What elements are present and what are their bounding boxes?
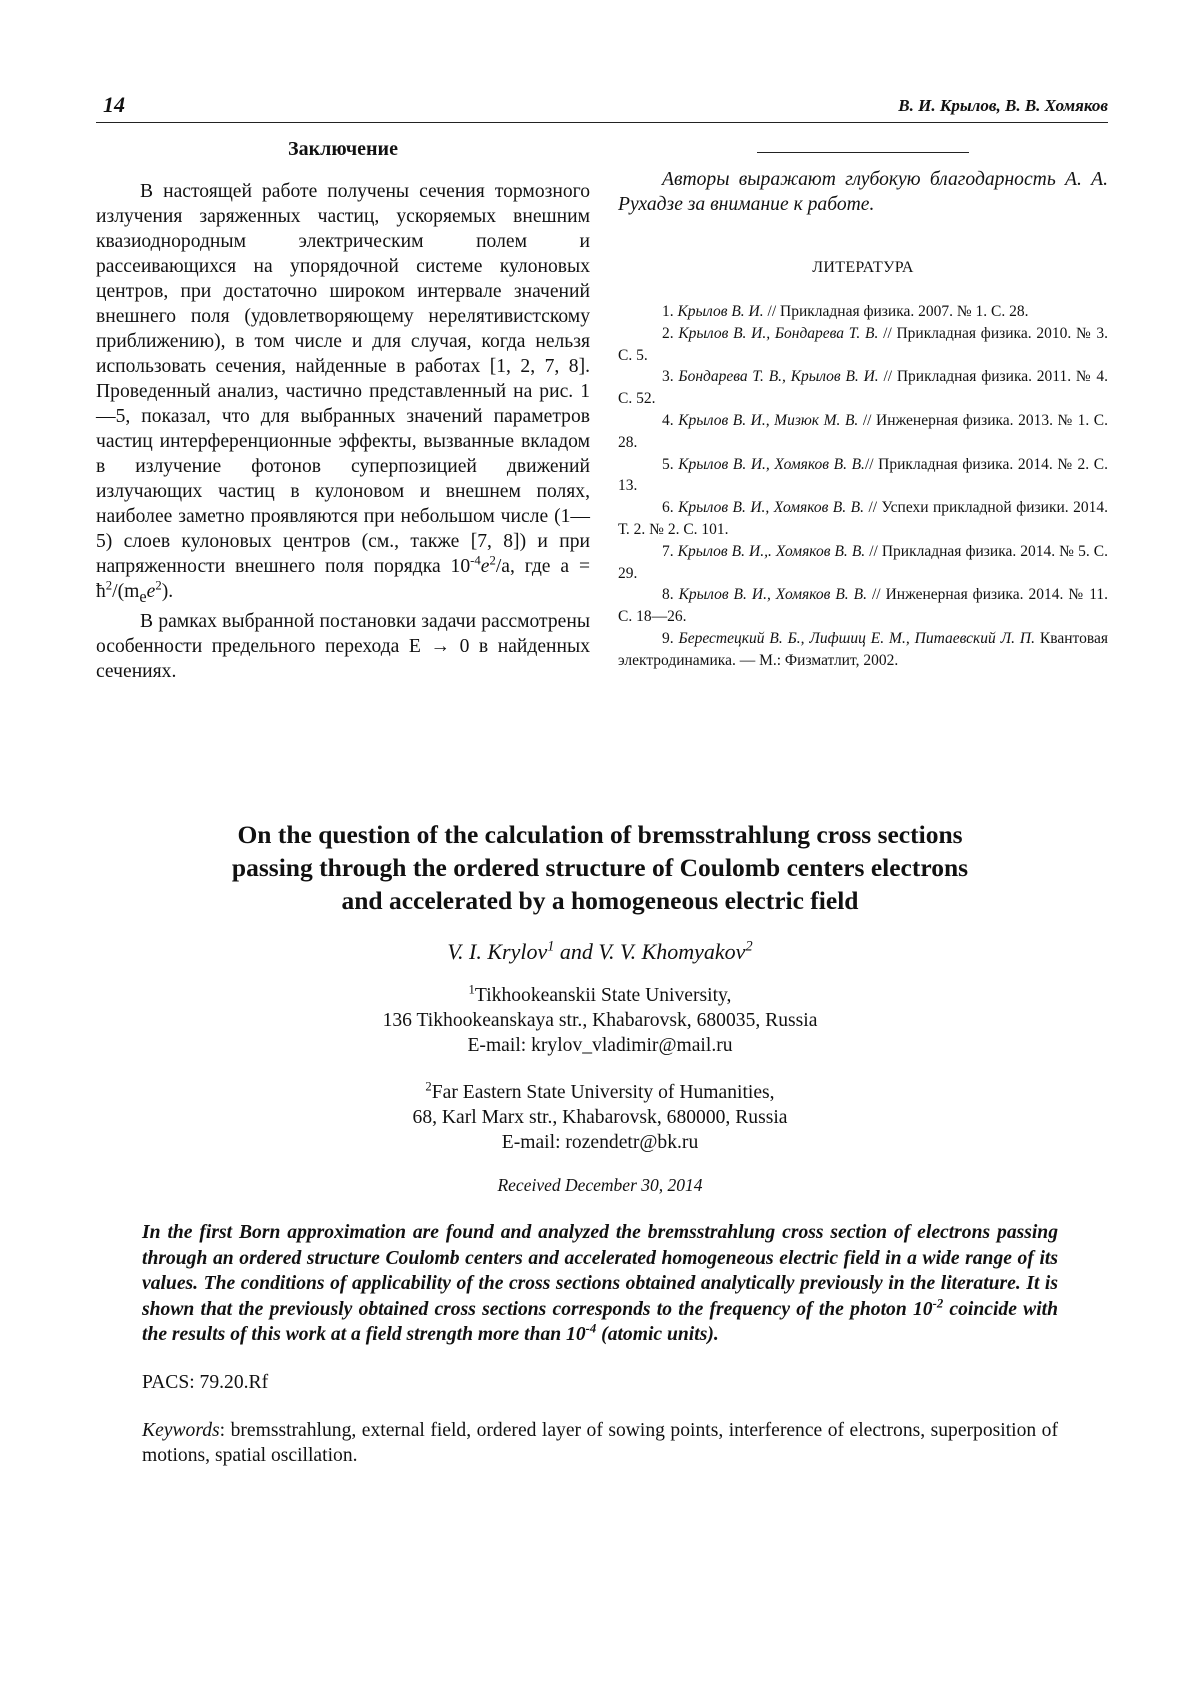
conclusion-heading: Заключение — [288, 138, 398, 160]
reference-item: 7. Крылов В. И.,. Хомяков В. В. // Прикладная физика. 2014. № 5. С. 29. — [618, 542, 1109, 582]
conclusion-paragraph-1: В настоящей работе получены сечения тормозного излучения заряженных частиц, ускоряемых внешним квазиоднородным электрическим полем и рассеивающихся на упорядочной системе кулоновых центров, при достаточно широком интервале значений внешнего поля (удовлетворяющему нерелятивистскому приближению), в том числе и для случая, когда нельзя использовать сечения, найденные в работах [1, 2, 7, 8]. Проведенный анализ, частично представленный на рис. 1—5, показал, что для выбранных значений параметров частиц интерференционные эффекты, вызванные вкладом в излучение фотонов суперпозицией движений излучающих частиц в кулоновом и внешнем полях, наиболее заметно проявляются при небольшом числе (1—5) слоев кулоновых центров (см., также [7, 8]) и при напряженности внешнего поля порядка $10^{-4}e^2/a$, где $a = ħ^2/(m_ee^2)$. — [96, 181, 590, 606]
references-heading: ЛИТЕРАТУРА — [812, 259, 914, 276]
running-header-authors: В. И. Крылов, В. В. Хомяков — [898, 96, 1108, 115]
paper-title: On the question of the calculation of bremsstrahlung cross sections passing through the ordered structure of Coulomb centers electrons and accelerated by a homogeneous electric field — [231, 820, 969, 915]
left-column — [96, 138, 590, 684]
abstract: In the first Born approximation are found and analyzed the bremsstrahlung cross section of electrons passing through an ordered structure Coulomb centers and accelerated homogeneous electric field in a wide range of its values. The conditions of applicability of the cross sections obtained analytically previously in the literature. It is shown that the previously obtained cross sections corresponds to the frequency of the photon $10^{-2}$ coincide with the results of this work at a field strength more than $10^{-4}$ (atomic units). — [142, 1222, 1058, 1345]
reference-item: 8. Крылов В. И., Хомяков В. В. // Инженерная физика. 2014. № 11. С. 18—26. — [618, 586, 1108, 626]
pacs-code: PACS: 79.20.Rf — [142, 1371, 269, 1393]
page-number: 14 — [103, 92, 125, 117]
references-list — [618, 301, 1108, 672]
right-column — [618, 138, 1108, 672]
keywords: Keywords: bremsstrahlung, external field, ordered layer of sowing points, interference of electrons, superposition of motions, spatial oscillation. — [142, 1419, 1058, 1466]
reference-item: 1. Крылов В. И. // Прикладная физика. 2007. № 1. С. 28. — [662, 303, 1029, 320]
received-date: Received December 30, 2014 — [497, 1175, 703, 1195]
header-rule — [96, 122, 1108, 123]
conclusion-paragraph-2: В рамках выбранной постановки задачи рассмотрены особенности предельного перехода E → 0 в найденных сечениях. — [96, 610, 590, 682]
reference-item: 6. Крылов В. И., Хомяков В. В. // Успехи прикладной физики. 2014. Т. 2. № 2. С. 101. — [618, 499, 1108, 538]
reference-item: 5. Крылов В. И., Хомяков В. В.// Прикладная физика. 2014. № 2. С. 13. — [618, 455, 1108, 495]
reference-item: 2. Крылов В. И., Бондарева Т. В. // Прикладная физика. 2010. № 3. С. 5. — [618, 324, 1108, 364]
reference-item: 3. Бондарева Т. В., Крылов В. И. // Прикладная физика. 2011. № 4. С. 52. — [618, 368, 1108, 408]
reference-item: 9. Берестецкий В. Б., Лифшиц Е. М., Питаевский Л. П. Квантовая электродинамика. — М.: Физматлит, 2002. — [618, 629, 1108, 669]
affiliation-1: $^1$Tikhookeanskii State University, 136 Tikhookeanskaya str., Khabarovsk, 680035, Russia E-mail: krylov_vladimir@mail.ru — [130, 983, 1070, 1058]
acknowledgement: Авторы выражают глубокую благодарность А. А. Рухадзе за внимание к работе. — [618, 169, 1108, 215]
paper-authors: V. I. Krylov$^1$ and V. V. Khomyakov$^2$ — [447, 938, 753, 964]
email-link-1[interactable]: E-mail: krylov_vladimir@mail.ru — [467, 1035, 733, 1056]
acknowledgement-rule — [757, 152, 969, 153]
english-abstract-block — [130, 818, 1070, 1468]
email-link-2[interactable]: E-mail: rozendetr@bk.ru — [501, 1132, 699, 1153]
reference-item: 4. Крылов В. И., Мизюк М. В. // Инженерная физика. 2013. № 1. С. 28. — [618, 411, 1108, 451]
affiliation-2: $^2$Far Eastern State University of Humanities, 68, Karl Marx str., Khabarovsk, 680000, Russia E-mail: rozendetr@bk.ru — [130, 1080, 1070, 1155]
